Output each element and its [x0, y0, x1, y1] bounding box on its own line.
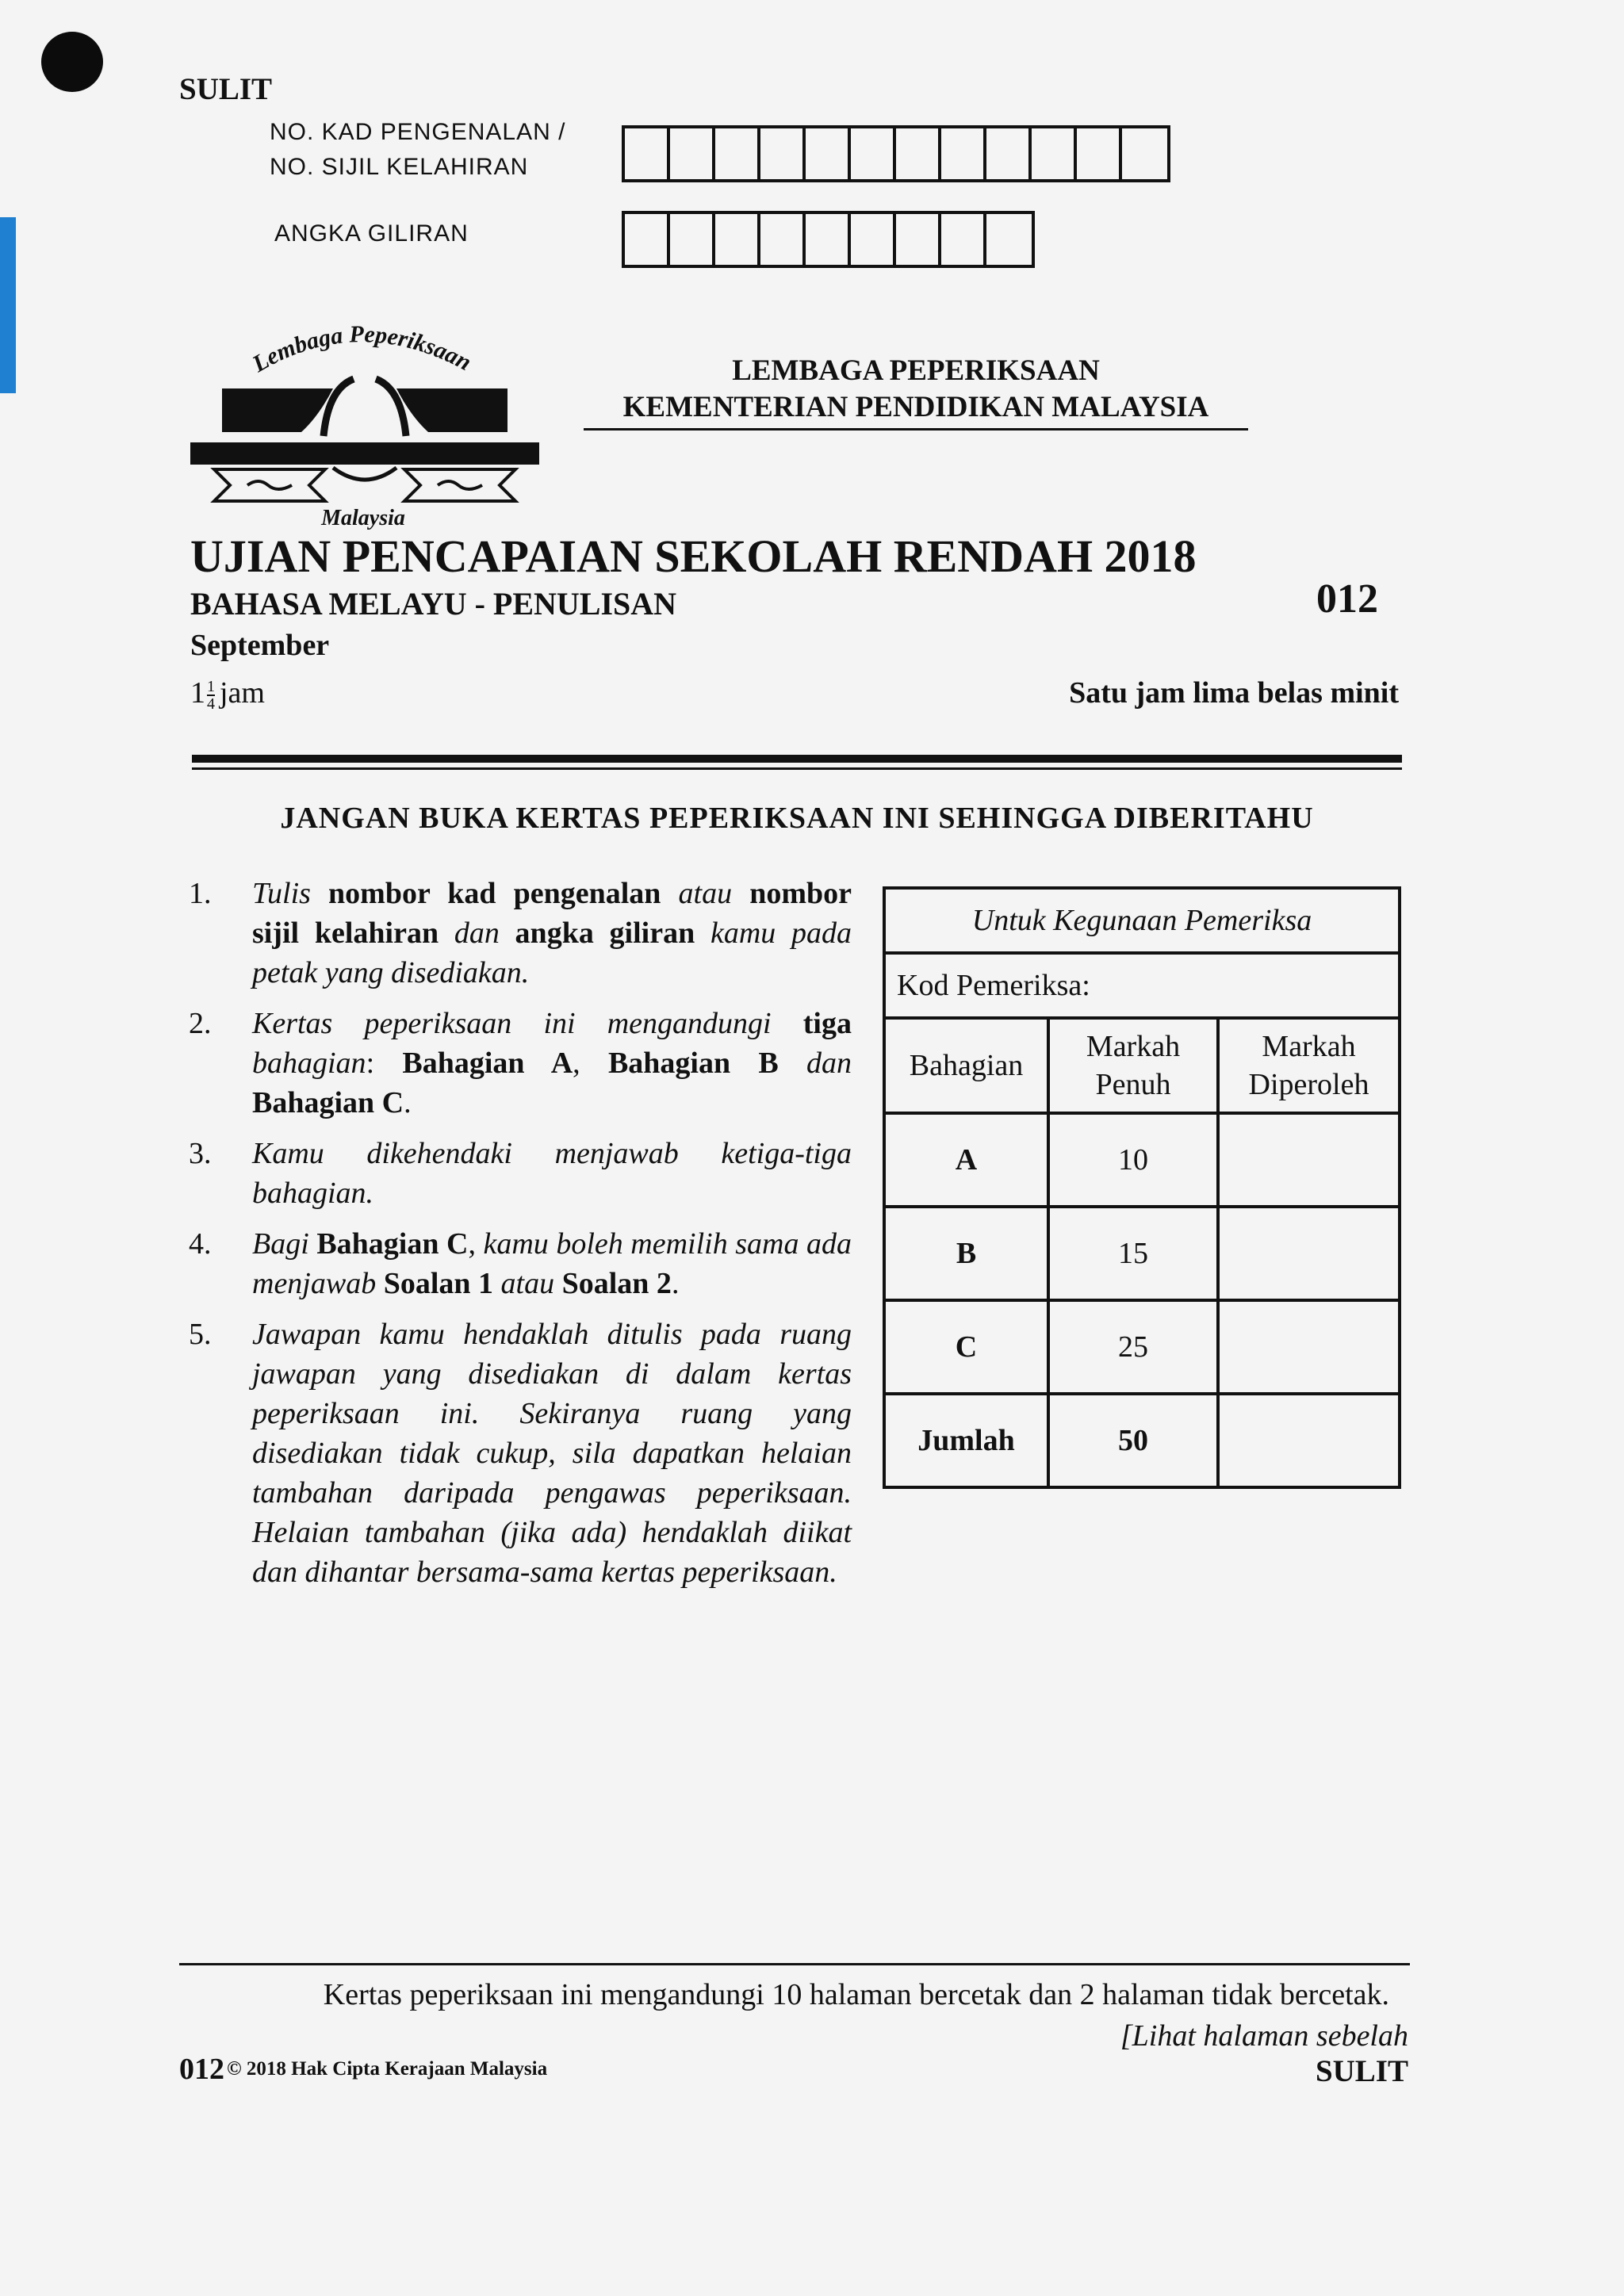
table-row: [884, 1300, 1400, 1394]
entry-box[interactable]: [896, 128, 941, 179]
full-marks-cell: 25: [1048, 1300, 1218, 1394]
instruction-text-run: Bahagian C: [252, 1086, 404, 1119]
entry-box[interactable]: [715, 214, 760, 265]
instruction-text-run: Bagi: [252, 1227, 317, 1261]
scoreboard-title: Untuk Kegunaan Pemeriksa: [884, 888, 1400, 953]
table-row: [884, 1113, 1400, 1207]
svg-text:Malaysia: Malaysia: [321, 506, 405, 530]
instruction-text: [252, 1224, 852, 1303]
examiner-scoreboard: [883, 886, 1401, 1489]
entry-box[interactable]: [806, 214, 851, 265]
col-header-section: Bahagian: [884, 1018, 1048, 1113]
entry-box[interactable]: [670, 214, 715, 265]
entry-box[interactable]: [1032, 128, 1077, 179]
instruction-text-run: ,: [573, 1047, 608, 1080]
total-label-cell: Jumlah: [884, 1394, 1048, 1487]
entry-box[interactable]: [625, 214, 670, 265]
section-cell: A: [884, 1113, 1048, 1207]
entry-box[interactable]: [1122, 128, 1167, 179]
total-marks-obtained-cell[interactable]: [1218, 1394, 1400, 1487]
page-count-note: Kertas peperiksaan ini mengandungi 10 halaman bercetak dan 2 halaman tidak bercetak.: [323, 1978, 1389, 2011]
instruction-text-run: ,: [468, 1227, 484, 1261]
table-row: [884, 1207, 1400, 1300]
full-marks-cell: 15: [1048, 1207, 1218, 1300]
section-cell: C: [884, 1300, 1048, 1394]
col-header-marks-obtained: Markah Diperoleh: [1218, 1018, 1400, 1113]
instruction-text: [252, 1134, 852, 1213]
instruction-text-run: Bahagian B: [607, 1047, 779, 1080]
instruction-text-run: bahagian: [252, 1047, 366, 1080]
paper-code: 012: [1316, 576, 1378, 622]
instruction-text-run: .: [671, 1267, 680, 1300]
instructions-list: [189, 874, 852, 1603]
instruction-text-run: Soalan 2: [561, 1267, 672, 1300]
duration-whole: 1: [190, 676, 205, 710]
entry-box[interactable]: [851, 214, 896, 265]
marks-obtained-cell[interactable]: [1218, 1300, 1400, 1394]
instruction-text-run: tiga: [802, 1007, 852, 1040]
scan-edge-mark: [0, 217, 16, 393]
instruction-text-run: Bahagian A: [402, 1047, 573, 1080]
svg-text:Lembaga Peperiksaan: Lembaga Peperiksaan: [247, 321, 476, 377]
instruction-text-run: atau: [678, 877, 733, 910]
agency-line2: KEMENTERIAN PENDIDIKAN MALAYSIA: [622, 391, 1209, 423]
entry-box[interactable]: [896, 214, 941, 265]
instruction-text-run: Kertas peperiksaan ini mengandungi: [252, 1007, 803, 1040]
footer-paper-code: 012: [179, 2053, 224, 2086]
do-not-open-warning: JANGAN BUKA KERTAS PEPERIKSAAN INI SEHINGGA DIBERITAHU: [280, 802, 1314, 835]
classification-bottom: SULIT: [1315, 2054, 1408, 2088]
instruction-text-run: atau: [493, 1267, 562, 1300]
instruction-text-run: kamu pada petak yang disediakan.: [252, 916, 852, 989]
instruction-text: [252, 1004, 852, 1123]
classification-top: SULIT: [179, 72, 273, 106]
instruction-text-run: nombor sijil kelahiran: [252, 877, 852, 950]
entry-box[interactable]: [760, 214, 806, 265]
see-next-page: [Lihat halaman sebelah: [1120, 2019, 1408, 2053]
instruction-text: [252, 1314, 852, 1592]
instruction-item: [189, 1224, 852, 1303]
index-number-boxes[interactable]: [622, 211, 1035, 268]
agency-name: [579, 353, 1253, 426]
instruction-number: 5.: [189, 1318, 212, 1351]
instruction-number: 1.: [189, 877, 212, 910]
instruction-text-run: Jawapan kamu hendaklah ditulis pada ruang jawapan yang disediakan di dalam kertas peperiksaan ini. Sekiranya ruang yang disediakan tidak cukup, sila dapatkan helaian tambahan daripada pengawas peperiksaan. Helaian tambahan (jika ada) hendaklah diikat dan dihantar bersama-sama kertas peperiksaan.: [252, 1318, 852, 1589]
entry-box[interactable]: [625, 128, 670, 179]
divider-thin: [192, 767, 1402, 770]
col-header-full-marks: Markah Penuh: [1048, 1018, 1218, 1113]
entry-box[interactable]: [941, 128, 986, 179]
instruction-number: 2.: [189, 1007, 212, 1040]
entry-box[interactable]: [760, 128, 806, 179]
entry-box[interactable]: [806, 128, 851, 179]
lembaga-peperiksaan-logo: [190, 309, 539, 531]
index-number-label: ANGKA GILIRAN: [274, 220, 469, 247]
instruction-item: [189, 1314, 852, 1592]
entry-box[interactable]: [941, 214, 986, 265]
instruction-text-run: Tulis: [252, 877, 311, 910]
instruction-item: [189, 1134, 852, 1213]
duration-unit: jam: [220, 676, 265, 710]
footer-rule: [179, 1963, 1410, 1965]
instruction-text-run: Kamu dikehendaki menjawab ketiga-tiga bahagian.: [252, 1137, 852, 1210]
punch-hole: [41, 32, 103, 92]
duration-in-words: Satu jam lima belas minit: [1069, 676, 1399, 710]
table-row-total: [884, 1394, 1400, 1487]
instruction-text-run: :: [366, 1047, 403, 1080]
instruction-number: 3.: [189, 1137, 212, 1170]
instruction-text-run: nombor kad pengenalan: [310, 877, 679, 910]
instruction-text-run: kamu boleh memilih sama ada menjawab: [252, 1227, 852, 1300]
duration-fraction: [207, 679, 215, 712]
instruction-number: 4.: [189, 1227, 212, 1261]
instruction-text-run: .: [404, 1086, 412, 1119]
exam-month: September: [190, 629, 330, 662]
full-marks-cell: 10: [1048, 1113, 1218, 1207]
marks-obtained-cell[interactable]: [1218, 1207, 1400, 1300]
marks-obtained-cell[interactable]: [1218, 1113, 1400, 1207]
id-label-line1: NO. KAD PENGENALAN /: [270, 119, 566, 145]
instruction-text-run: Bahagian C: [316, 1227, 469, 1261]
id-label-line2: NO. SIJIL KELAHIRAN: [270, 154, 529, 180]
total-full-marks-cell: 50: [1048, 1394, 1218, 1487]
exam-subject: BAHASA MELAYU - PENULISAN: [190, 586, 677, 622]
examiner-code-field[interactable]: Kod Pemeriksa:: [884, 953, 1400, 1018]
instruction-text: [252, 874, 852, 993]
duration-denominator: 4: [207, 695, 215, 714]
entry-box[interactable]: [1077, 128, 1122, 179]
entry-box[interactable]: [715, 128, 760, 179]
instruction-text-run: Soalan 1: [383, 1267, 494, 1300]
instruction-text-run: angka giliran: [499, 916, 710, 950]
entry-box[interactable]: [986, 214, 1032, 265]
instruction-text-run: dan: [778, 1047, 852, 1080]
agency-line1: LEMBAGA PEPERIKSAAN: [732, 354, 1100, 387]
duration: [190, 675, 265, 712]
agency-underline: [584, 428, 1248, 430]
copyright-notice: © 2018 Hak Cipta Kerajaan Malaysia: [227, 2058, 548, 2080]
exam-title: UJIAN PENCAPAIAN SEKOLAH RENDAH 2018: [190, 530, 1197, 582]
instruction-item: [189, 1004, 852, 1123]
entry-box[interactable]: [670, 128, 715, 179]
id-number-boxes[interactable]: [622, 125, 1170, 182]
entry-box[interactable]: [851, 128, 896, 179]
entry-box[interactable]: [986, 128, 1032, 179]
divider-thick: [192, 755, 1402, 763]
instruction-item: [189, 874, 852, 993]
instruction-text-run: dan: [454, 916, 500, 950]
duration-numerator: 1: [207, 678, 215, 696]
section-cell: B: [884, 1207, 1048, 1300]
